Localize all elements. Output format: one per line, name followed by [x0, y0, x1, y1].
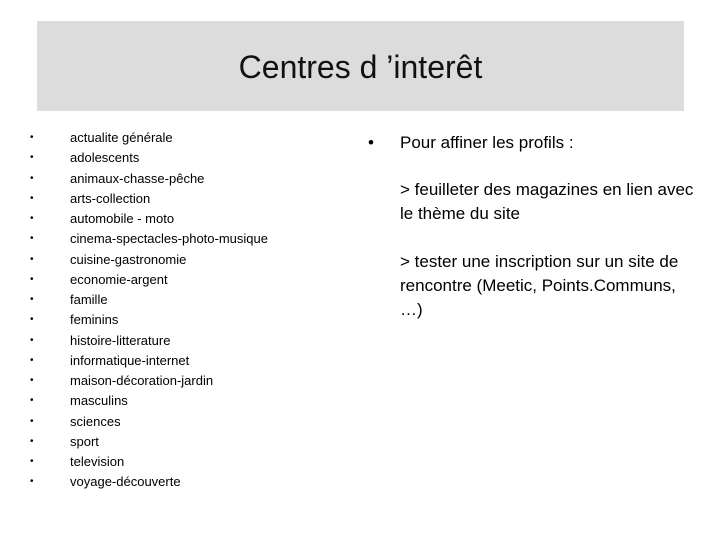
list-item — [30, 351, 268, 371]
list-item-label: automobile - moto — [70, 211, 175, 226]
bullet-icon: • — [30, 375, 34, 386]
list-item-label: histoire-litterature — [70, 332, 171, 348]
bullet-icon: • — [30, 415, 34, 427]
list-item-label: adolescents — [70, 150, 140, 166]
list-item — [30, 412, 268, 432]
interest-list — [30, 128, 268, 493]
list-item — [30, 432, 268, 452]
bullet-icon: • — [30, 334, 34, 346]
list-item — [30, 148, 268, 168]
bullet-icon: • — [30, 172, 34, 184]
list-item-label: cinema-spectacles-photo-musique — [70, 231, 268, 247]
list-item — [30, 270, 268, 290]
bullet-icon: • — [30, 294, 34, 305]
list-item — [30, 229, 268, 249]
list-item-label: maison-décoration-jardin — [70, 373, 214, 388]
list-item-label: cuisine-gastronomie — [70, 251, 187, 267]
slide-title: Centres d ’interêt — [238, 49, 483, 85]
list-item — [30, 391, 268, 411]
list-item-label: voyage-découverte — [70, 474, 181, 490]
title-band — [37, 21, 684, 111]
list-item-label: sciences — [70, 413, 121, 429]
list-item — [30, 209, 268, 229]
list-item — [30, 371, 268, 391]
list-item — [30, 472, 268, 492]
bullet-icon: • — [30, 435, 34, 447]
list-item-label: arts-collection — [70, 190, 151, 206]
list-item-label: sport — [70, 433, 99, 449]
bullet-icon: • — [30, 132, 34, 143]
list-item — [30, 331, 268, 351]
bullet-icon: • — [30, 152, 34, 164]
bullet-icon: • — [30, 354, 34, 366]
list-item — [30, 290, 268, 310]
bullet-icon: • — [30, 476, 34, 488]
right-heading: Pour affiner les profils : — [400, 133, 574, 152]
right-column — [368, 131, 698, 322]
bullet-icon: • — [30, 253, 34, 265]
bullet-icon: • — [30, 192, 34, 204]
sub-point-magazines: > feuilleter des magazines en lien avec le thème du site — [400, 180, 694, 223]
list-item — [30, 250, 268, 270]
sub-point-dating-site: > tester une inscription sur un site de rencontre (Meetic, Points.Communs, …) — [400, 252, 679, 319]
bullet-icon: • — [30, 314, 34, 326]
list-item-label: animaux-chasse-pêche — [70, 170, 205, 186]
list-item — [30, 128, 268, 148]
bullet-icon: • — [30, 273, 34, 285]
list-item-label: famille — [70, 292, 108, 307]
list-item-label: actualite générale — [70, 130, 173, 145]
bullet-icon: • — [30, 213, 34, 224]
list-item — [30, 310, 268, 330]
list-item — [30, 189, 268, 209]
bullet-icon: • — [30, 233, 34, 245]
bullet-icon: • — [30, 456, 34, 467]
bullet-icon: • — [30, 395, 34, 407]
list-item — [30, 169, 268, 189]
list-item-label: informatique-internet — [70, 352, 190, 368]
right-bullet — [368, 131, 698, 155]
list-item — [30, 452, 268, 472]
bullet-icon: • — [368, 133, 374, 152]
list-item-label: feminins — [70, 312, 119, 328]
list-item-label: television — [70, 454, 125, 469]
list-item-label: masculins — [70, 393, 128, 409]
list-item-label: economie-argent — [70, 271, 168, 287]
